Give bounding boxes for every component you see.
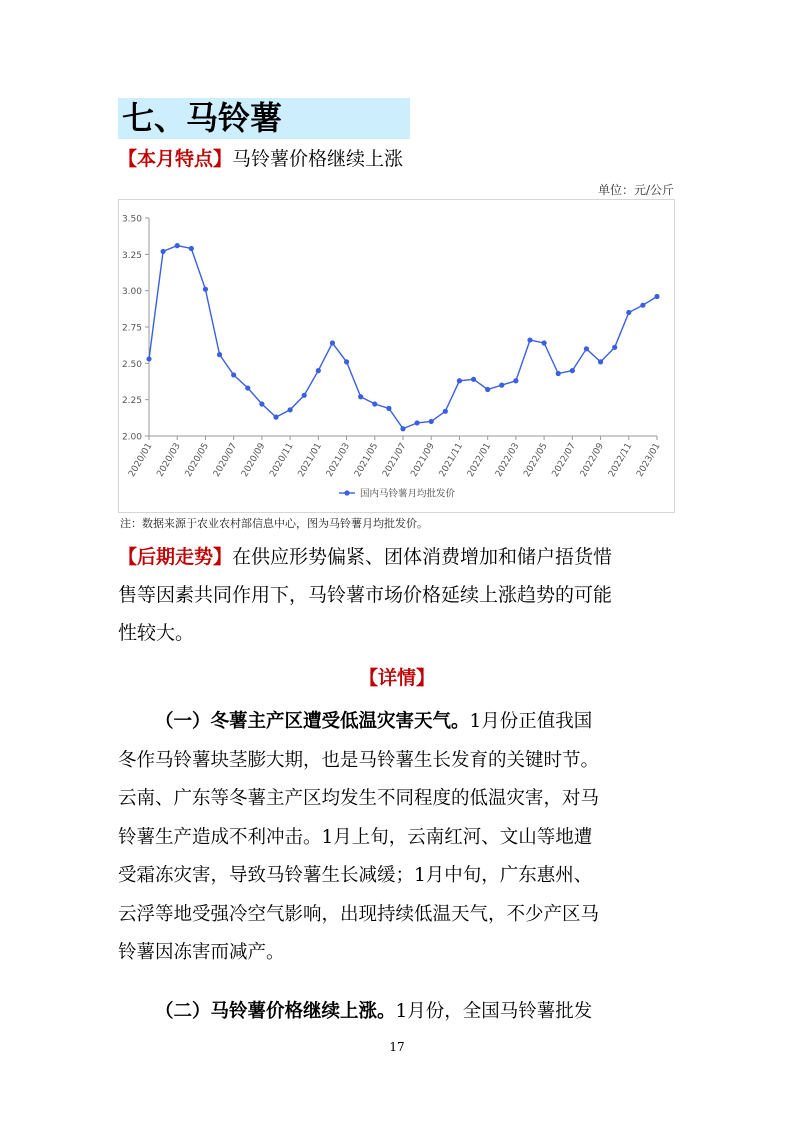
monthly-feature	[118, 146, 403, 172]
data-point	[443, 409, 448, 414]
data-point	[161, 249, 166, 254]
data-point	[372, 401, 377, 406]
data-point	[471, 377, 476, 382]
y-tick-label: 3.00	[121, 287, 142, 298]
y-tick-label: 2.75	[121, 323, 142, 334]
data-point	[273, 415, 278, 420]
paragraph-line: 铃薯生产造成不利冲击。1月上旬，云南红河、文山等地遭	[118, 826, 593, 848]
data-point	[570, 368, 575, 373]
data-point	[640, 303, 645, 308]
x-tick-label: 2021/01	[296, 441, 324, 479]
x-tick-label: 2020/07	[211, 441, 240, 479]
data-point	[527, 337, 532, 342]
paragraph-lead: （一）冬薯主产区遭受低温灾害天气。	[155, 711, 470, 732]
data-point	[175, 243, 180, 248]
data-point	[415, 420, 420, 425]
data-point	[598, 359, 603, 364]
x-tick-label: 2022/09	[578, 441, 607, 479]
x-tick-label: 2021/11	[437, 441, 466, 479]
trend-tag: 【后期走势】	[118, 546, 233, 568]
y-tick-label: 2.50	[121, 359, 142, 370]
data-point	[146, 356, 151, 361]
data-point	[231, 372, 236, 377]
paragraph-line	[118, 703, 678, 742]
data-point	[217, 352, 222, 357]
trend-line	[118, 538, 676, 576]
data-point	[386, 406, 391, 411]
paragraph-line: 云浮等地受强冷空气影响，出现持续低温天气，不少产区马	[118, 903, 600, 925]
y-tick-label: 3.50	[121, 214, 142, 225]
paragraph-line	[118, 993, 678, 1032]
x-tick-label: 2022/01	[465, 441, 494, 479]
later-trend	[118, 538, 676, 652]
trend-line-text: 在供应形势偏紧、团体消费增加和储户捂货惜	[232, 546, 613, 568]
x-tick-label: 2020/05	[183, 441, 212, 479]
section-title: 七、马铃薯	[122, 99, 283, 137]
details-heading: 【详情】	[358, 667, 435, 689]
paragraph-line: 云南、广东等冬薯主产区均发生不同程度的低温灾害，对马	[118, 788, 600, 809]
data-point	[316, 368, 321, 373]
data-point	[358, 394, 363, 399]
legend-marker	[344, 490, 349, 495]
data-point	[542, 340, 547, 345]
series-line	[149, 246, 657, 429]
data-point	[245, 385, 250, 390]
paragraph-line: 受霜冻灾害，导致马铃薯生长减缓；1月中旬，广东惠州、	[118, 865, 593, 886]
x-tick-label: 2020/01	[127, 441, 155, 479]
data-point	[189, 246, 194, 251]
x-tick-label: 2021/03	[324, 441, 353, 479]
data-point	[457, 378, 462, 383]
legend-label: 国内马铃薯月均批发价	[360, 488, 456, 500]
x-tick-label: 2022/03	[494, 441, 522, 479]
paragraph-line: 铃薯因冻害而减产。	[118, 942, 285, 963]
paragraph-line-text: 1月份，全国马铃薯批发	[395, 1001, 593, 1022]
data-point	[302, 393, 307, 398]
data-point	[499, 383, 504, 388]
data-point	[288, 407, 293, 412]
data-point	[203, 287, 208, 292]
y-tick-label: 2.25	[121, 396, 142, 407]
data-point	[344, 359, 349, 364]
data-point	[612, 345, 617, 350]
page-number: 17	[389, 1040, 405, 1054]
y-tick-label: 3.25	[121, 250, 142, 261]
detail-paragraph-2	[118, 993, 678, 1032]
paragraph-lead: （二）马铃薯价格继续上涨。	[155, 1001, 396, 1022]
x-tick-label: 2020/11	[268, 441, 296, 479]
data-point	[485, 387, 490, 392]
x-tick-label: 2022/11	[607, 441, 635, 479]
unit-label: 单位：元/公斤	[597, 183, 674, 197]
price-chart	[118, 199, 675, 513]
data-point	[626, 310, 631, 315]
feature-text: 马铃薯价格继续上涨	[232, 148, 404, 170]
data-point	[513, 378, 518, 383]
x-tick-label: 2022/07	[550, 441, 578, 479]
data-point	[584, 346, 589, 351]
data-point	[259, 401, 264, 406]
x-tick-label: 2023/01	[635, 441, 663, 479]
data-point	[400, 426, 405, 431]
x-tick-label: 2020/03	[155, 441, 183, 479]
trend-line: 售等因素共同作用下，马铃薯市场价格延续上涨趋势的可能	[118, 584, 613, 606]
chart-note: 注：数据来源于农业农村部信息中心，图为马铃薯月均批发价。	[120, 517, 428, 530]
x-tick-label: 2021/05	[353, 441, 381, 479]
detail-paragraph-1	[118, 703, 678, 973]
data-point	[654, 294, 659, 299]
data-point	[330, 340, 335, 345]
x-tick-label: 2021/09	[409, 441, 437, 479]
feature-tag: 【本月特点】	[118, 148, 233, 170]
x-tick-label: 2021/07	[381, 441, 409, 479]
paragraph-line-text: 1月份正值我国	[469, 711, 593, 732]
y-tick-label: 2.00	[121, 432, 142, 443]
data-point	[429, 419, 434, 424]
data-point	[556, 371, 561, 376]
x-tick-label: 2022/05	[522, 441, 550, 479]
paragraph-line: 冬作马铃薯块茎膨大期，也是马铃薯生长发育的关键时节。	[118, 749, 600, 771]
section-heading	[118, 98, 410, 139]
price-chart-svg	[119, 200, 674, 512]
trend-line: 性较大。	[118, 622, 195, 644]
x-tick-label: 2020/09	[240, 441, 268, 479]
